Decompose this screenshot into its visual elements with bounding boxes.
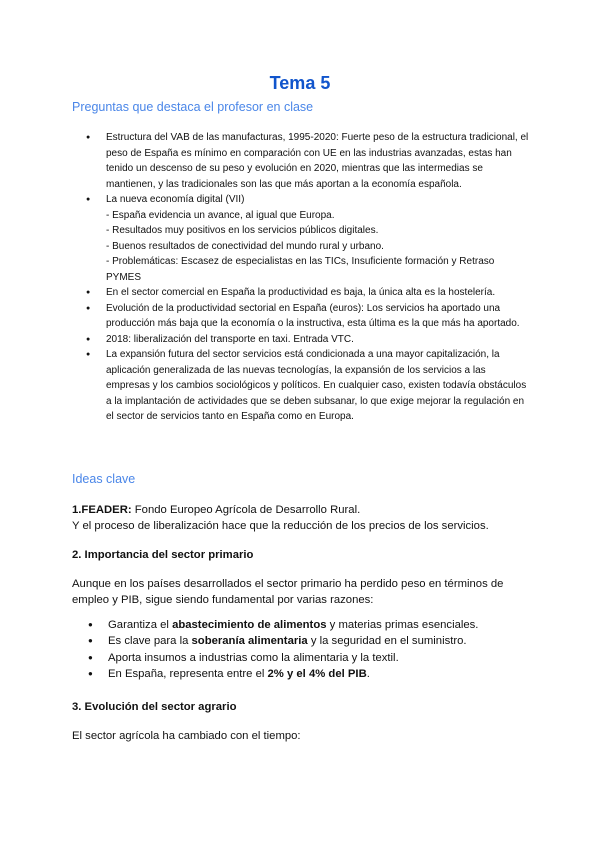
sub-line: - Buenos resultados de conectividad del mundo rural y urbano. [106, 240, 384, 252]
list-item [72, 192, 532, 285]
feader-label: 1.FEADER: [72, 504, 132, 516]
list-item-text: Estructura del VAB de las manufacturas, 1995-2020: Fuerte peso de la estructura tradicional, el peso de España es mínimo en comparación con UE en las industrias avanzadas, estas han tenido un descenso de su peso y evolución en 2020, mientras que las intermedias se mantienen, y las tradicionales son las que más aportan a la economía española. [106, 132, 529, 190]
list-item [72, 301, 532, 332]
section2-intro: Aunque en los países desarrollados el sector primario ha perdido peso en términos de empleo y PIB, sigue siendo fundamental por varias razones: [72, 578, 504, 606]
list-item-text: En el sector comercial en España la productividad es baja, la única alta es la hostelería. [106, 287, 496, 298]
list-item [72, 130, 532, 192]
item-text: y la seguridad en el suministro. [307, 635, 467, 648]
item-text: Garantiza el [108, 619, 173, 631]
list-item [72, 650, 542, 666]
questions-subtitle: Preguntas que destaca el profesor en clase [72, 100, 314, 114]
item-text: . [366, 667, 370, 680]
list-item [72, 347, 532, 425]
list-item-text: La expansión futura del sector servicios está condicionada a una mayor capitalización, la aplicación generalizada de las nuevas tecnologías, la expansión de los servicios a las empresas y los cambios sociológicos y políticos. En cualquier caso, existen todavía obstáculos a la implantación de actividades que se deben subsanar, lo que exige mejorar la regulación en el sector de servicios tanto en España como en Europa. [106, 349, 527, 422]
sub-line: - España evidencia un avance, al igual que Europa. [106, 209, 335, 221]
sub-line: - Problemáticas: Escasez de especialistas en las TICs, Insuficiente formación y Retraso PYMES [106, 256, 495, 283]
list-item [72, 666, 542, 682]
section3-intro: El sector agrícola ha cambiado con el tiempo: [72, 730, 301, 742]
feader-line2: Y el proceso de liberalización hace que la reducción de los precios de los servicios. [72, 520, 489, 532]
list-item-text: 2018: liberalización del transporte en taxi. Entrada VTC. [106, 333, 354, 345]
section2-list [72, 617, 542, 682]
item-text: Es clave para la [108, 635, 192, 648]
list-item-text: La nueva economía digital (VII) [106, 194, 245, 205]
item-text: y materias primas esenciales. [326, 619, 479, 631]
list-item [72, 285, 532, 301]
feader-paragraph [72, 502, 542, 534]
sub-line: - Resultados muy positivos en los servicios públicos digitales. [106, 225, 379, 236]
list-item [72, 617, 542, 633]
item-text: En España, representa entre el [108, 667, 268, 680]
feader-text: Fondo Europeo Agrícola de Desarrollo Rural. [134, 504, 361, 516]
section3-heading: 3. Evolución del sector agrario [72, 701, 237, 713]
item-bold: abastecimiento de alimentos [172, 619, 327, 631]
section2-heading: 2. Importancia del sector primario [72, 549, 254, 561]
questions-list [72, 130, 532, 425]
item-text: Aporta insumos a industrias como la alimentaria y la textil. [108, 651, 399, 664]
item-bold: soberanía alimentaria [191, 635, 308, 648]
page-title: Tema 5 [269, 73, 331, 93]
list-item-text: Evolución de la productividad sectorial en España (euros): Los servicios ha aportado una producción más baja que la economía o la instructiva, esta última es la que más ha aportado. [106, 302, 520, 329]
item-bold: 2% y el 4% del PIB [267, 667, 367, 680]
list-item [72, 332, 532, 348]
ideas-subtitle: Ideas clave [72, 472, 136, 486]
list-item [72, 633, 542, 649]
